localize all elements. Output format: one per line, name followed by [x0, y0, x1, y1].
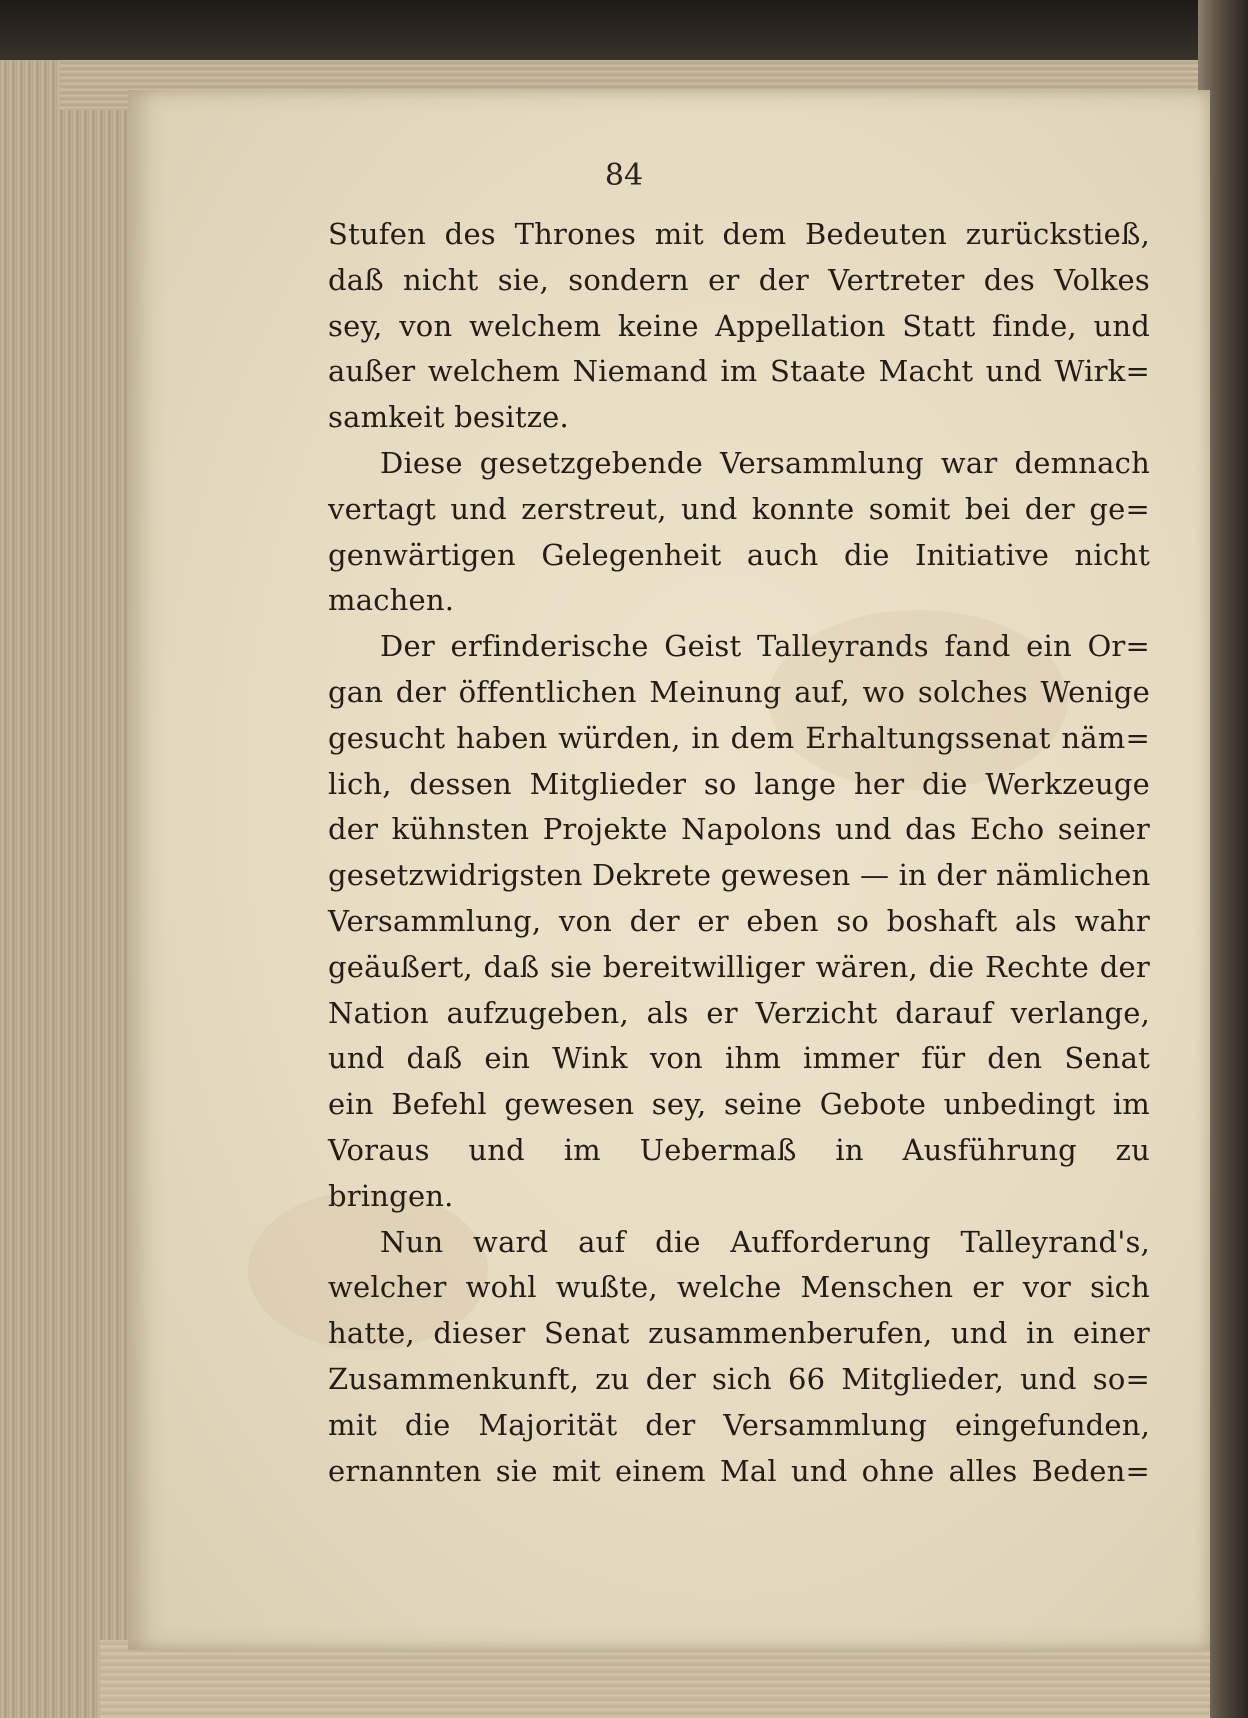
text-line: gesetzwidrigsten Dekrete gewesen — in der nämlichen: [328, 858, 1151, 893]
text-line: hatte, dieser Senat zusammenberufen, und in einer: [328, 1316, 1150, 1351]
text-line: Diese gesetzgebende Versammlung war demnach: [380, 445, 1150, 480]
page-edges-left: [0, 60, 140, 1718]
text-line: Voraus und im Uebermaß in Ausführung zu: [328, 1132, 1150, 1167]
text-line: gan der öffentlichen Meinung auf, wo solches Wenige: [328, 674, 1150, 709]
text-line: Zusammenkunft, zu der sich 66 Mitglieder, und so=: [328, 1361, 1150, 1396]
text-line: Nation aufzugeben, als er Verzicht darauf verlange,: [328, 995, 1150, 1030]
text-line: der kühnsten Projekte Napolons und das Echo seiner: [328, 812, 1150, 847]
text-line: gesucht haben würden, in dem Erhaltungssenat näm=: [328, 720, 1150, 755]
text-line: Versammlung, von der er eben so boshaft als wahr: [328, 903, 1150, 938]
text-line: bringen.: [328, 1178, 454, 1213]
text-line: außer welchem Niemand im Staate Macht und Wirk=: [328, 354, 1150, 389]
text-line: Der erfinderische Geist Talleyrands fand ein Or=: [380, 629, 1150, 664]
text-line: mit die Majorität der Versammlung eingefunden,: [328, 1407, 1150, 1442]
text-line: ein Befehl gewesen sey, seine Gebote unbedingt im: [328, 1087, 1150, 1122]
text-line: welcher wohl wußte, welche Menschen er vor sich: [328, 1270, 1150, 1305]
page-edges-bottom: [100, 1640, 1210, 1718]
text-line: geäußert, daß sie bereitwilliger wären, die Rechte der: [328, 949, 1150, 984]
text-line: und daß ein Wink von ihm immer für den Senat: [328, 1041, 1150, 1076]
text-line: ernannten sie mit einem Mal und ohne alles Beden=: [328, 1453, 1150, 1488]
body-text: [328, 212, 1150, 1494]
text-line: genwärtigen Gelegenheit auch die Initiative nicht: [328, 537, 1150, 572]
text-line: lich, dessen Mitglieder so lange her die Werkzeuge: [328, 766, 1150, 801]
text-line: sey, von welchem keine Appellation Statt finde, und: [328, 308, 1150, 343]
text-line: Nun ward auf die Aufforderung Talleyrand's,: [380, 1224, 1150, 1259]
text-line: daß nicht sie, sondern er der Vertreter des Volkes: [328, 262, 1150, 297]
page-number: 84: [604, 158, 644, 193]
text-line: Stufen des Thrones mit dem Bedeuten zurückstieß,: [328, 217, 1150, 251]
text-line: machen.: [328, 583, 455, 618]
text-line: samkeit besitze.: [328, 400, 569, 435]
text-line: vertagt und zerstreut, und konnte somit bei der ge=: [328, 491, 1150, 526]
